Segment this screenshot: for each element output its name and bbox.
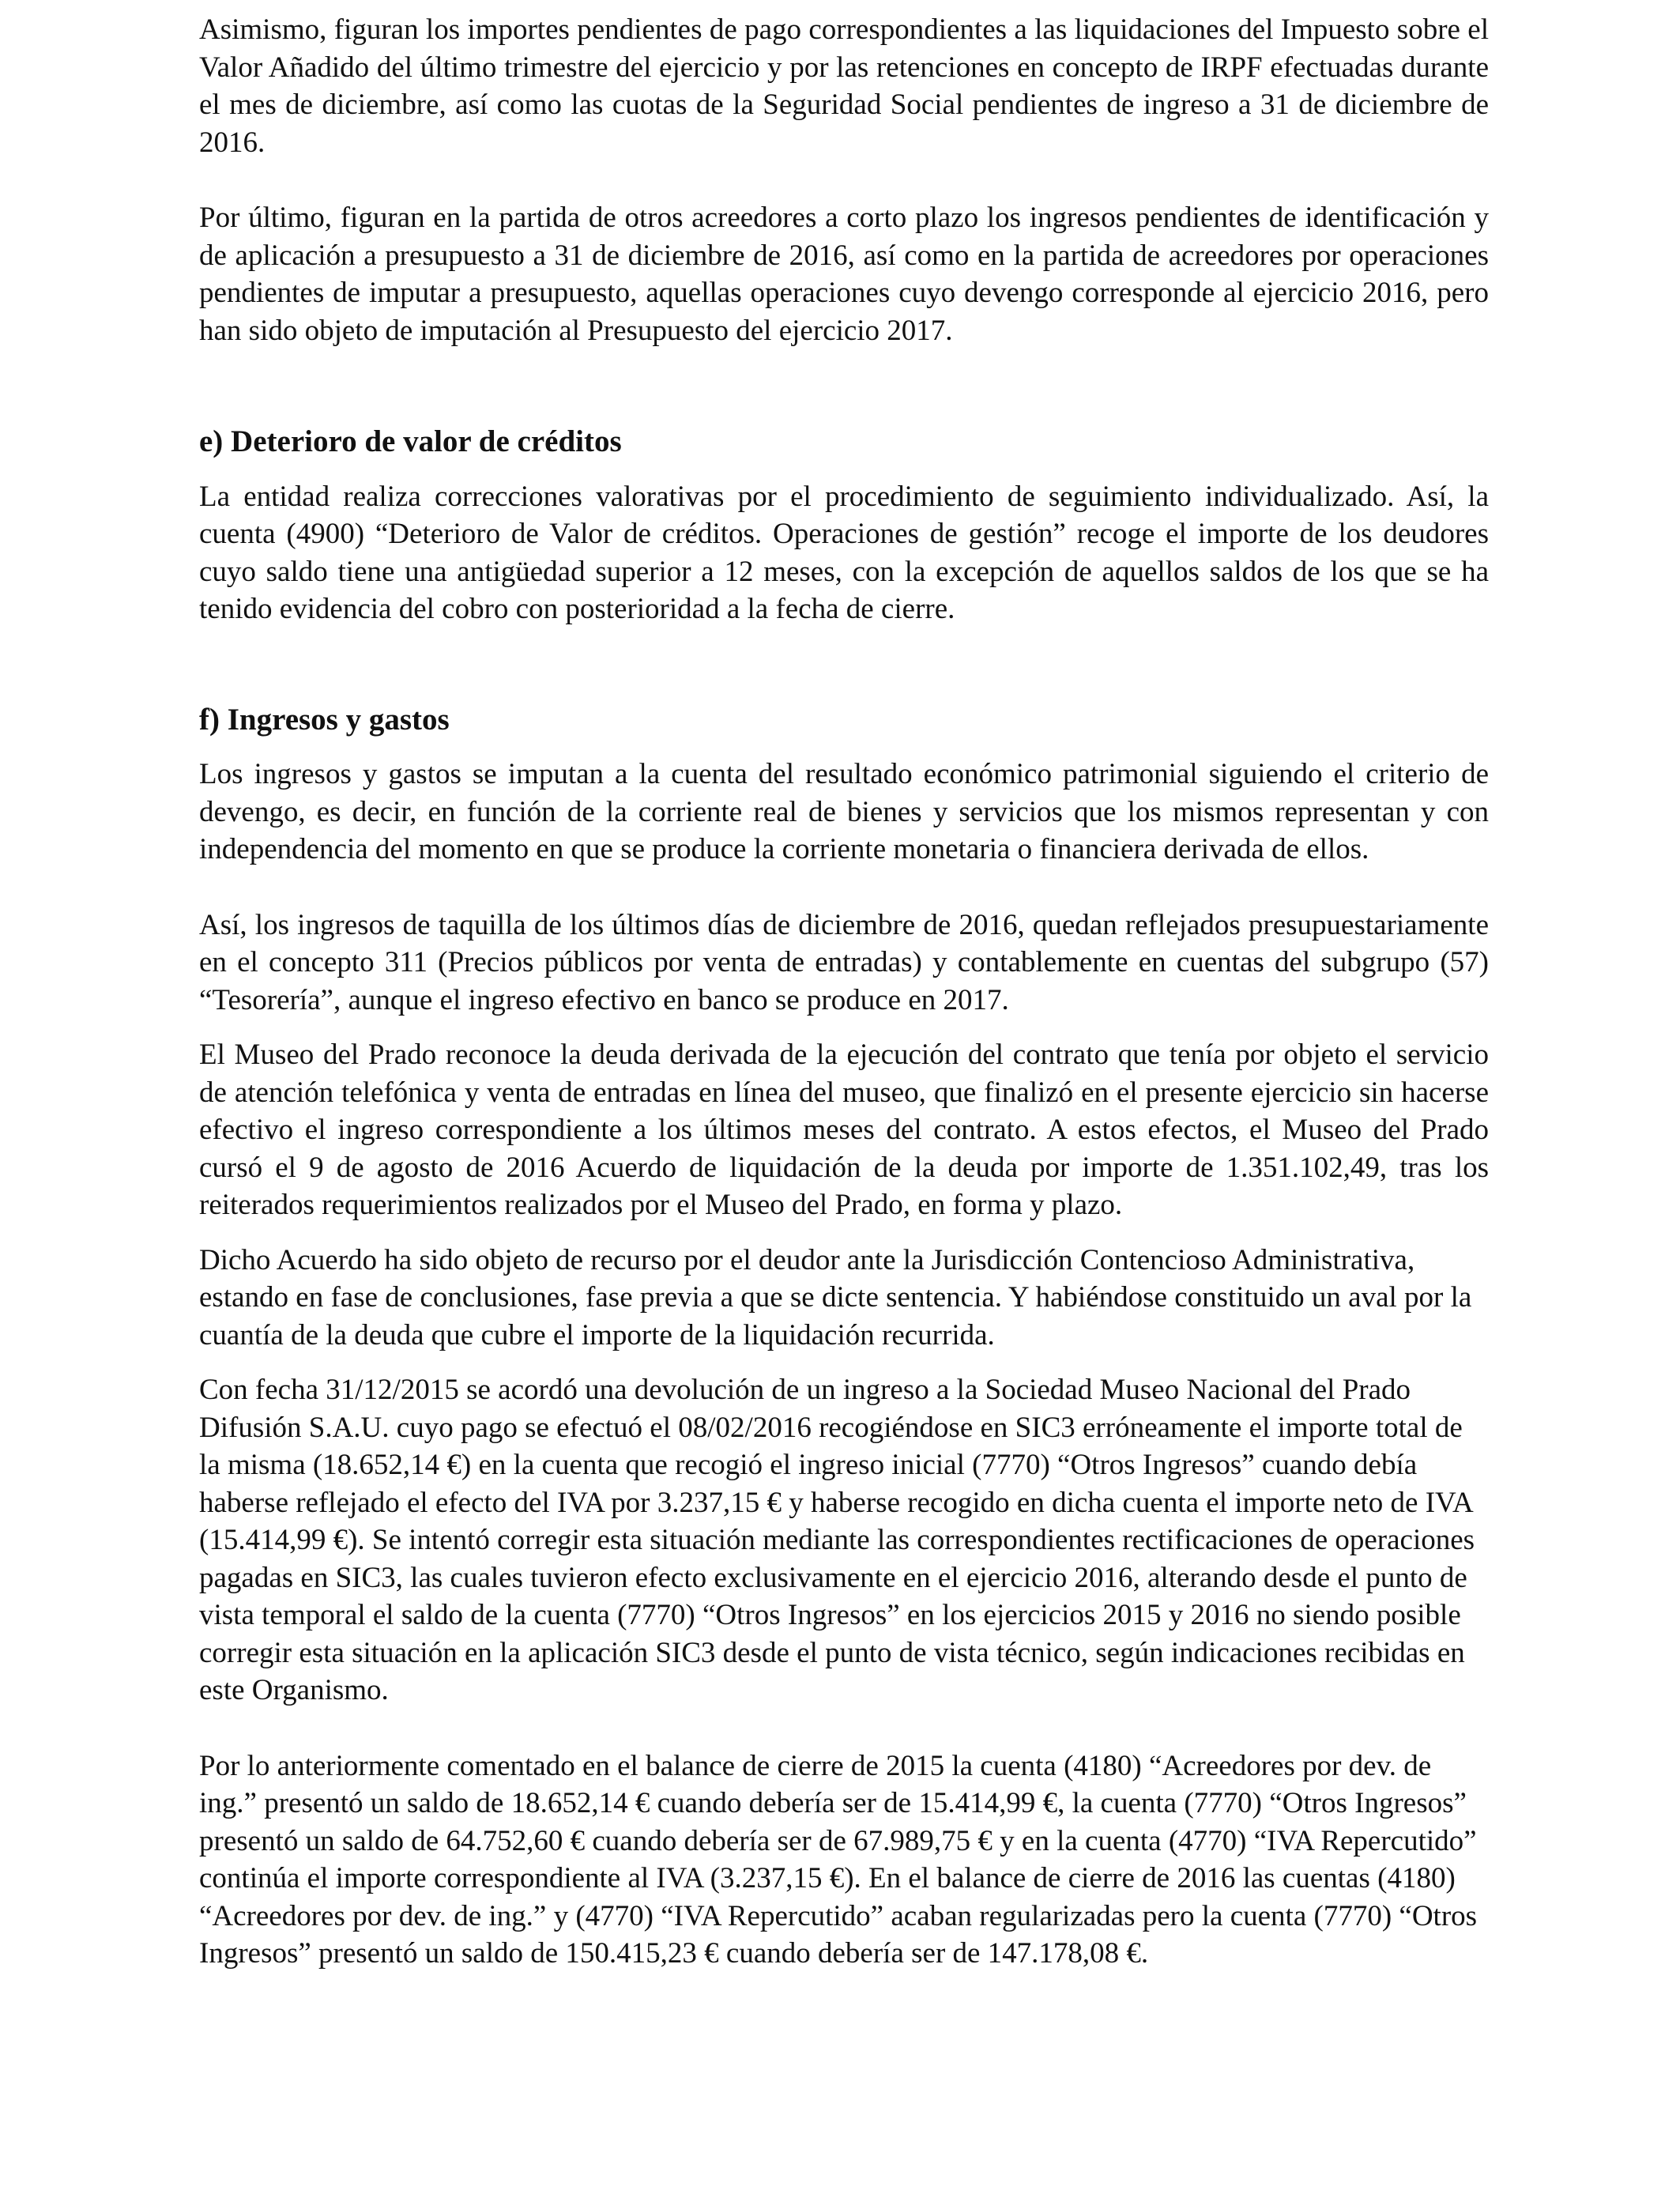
paragraph-balance-closing: Por lo anteriormente comentado en el balance de cierre de 2015 la cuenta (4180) “Acreedores por dev. de ing.” presentó un saldo de 18.652,14 € cuando debería ser de 15.414,99 €, la cuenta (7770) “Otros Ingresos” presentó un saldo de 64.752,60 € cuando debería ser de 67.989,75 € y en la cuenta (4770) “IVA Repercutido” continúa el importe correspondiente al IVA (3.237,15 €). En el balance de cierre de 2016 las cuentas (4180) “Acreedores por dev. de ing.” y (4770) “IVA Repercutido” acaban regularizadas pero la cuenta (7770) “Otros Ingresos” presentó un saldo de 150.415,23 € cuando debería ser de 147.178,08 €. [199,1749,1478,1970]
paragraph-credit-impairment: La entidad realiza correcciones valorativas por el procedimiento de seguimiento individualizado. Así, la cuenta (4900) “Deterioro de Valor de créditos. Operaciones de gestión” recoge el importe de los deudores cuyo saldo tiene una antigüedad superior a 12 meses, con la excepción de aquellos saldos de los que se ha tenido evidencia del cobro con posterioridad a la fecha de cierre. [199,480,1489,625]
paragraph-iva-irpf-pending: Asimismo, figuran los importes pendientes de pago correspondientes a las liquidaciones del Impuesto sobre el Valor Añadido del último trimestre del ejercicio y por las retenciones en concepto de IRPF efectuadas durante el mes de diciembre, así como las cuotas de la Seguridad Social pendientes de ingreso a 31 de diciembre de 2016. [199,13,1489,159]
document-page [199,11,1489,1973]
paragraph-box-office-income: Así, los ingresos de taquilla de los últimos días de diciembre de 2016, quedan reflejados presupuestariamente en el concepto 311 (Precios públicos por venta de entradas) y contablemente en cuentas del subgrupo (57) “Tesorería”, aunque el ingreso efectivo en banco se produce en 2017. [199,908,1489,1016]
paragraph-accrual-criterion: Los ingresos y gastos se imputan a la cuenta del resultado económico patrimonial siguiendo el criterio de devengo, es decir, en función de la corriente real de bienes y servicios que los mismos representan y con independencia del momento en que se produce la corriente monetaria o financiera derivada de ellos. [199,758,1489,865]
paragraph-other-creditors: Por último, figuran en la partida de otros acreedores a corto plazo los ingresos pendientes de identificación y de aplicación a presupuesto a 31 de diciembre de 2016, así como en la partida de acreedores por operaciones pendientes de imputar a presupuesto, aquellas operaciones cuyo devengo corresponde al ejercicio 2016, pero han sido objeto de imputación al Presupuesto del ejercicio 2017. [199,202,1489,347]
heading-credit-impairment: e) Deterioro de valor de créditos [199,424,622,458]
paragraph-appeal: Dicho Acuerdo ha sido objeto de recurso por el deudor ante la Jurisdicción Contencioso Administrativa, estando en fase de conclusiones, fase previa a que se dicte sentencia. Y habiéndose constituido un aval por la cuantía de la deuda que cubre el importe de la liquidación recurrida. [199,1243,1472,1351]
heading-income-expenses: f) Ingresos y gastos [199,702,450,737]
paragraph-prado-debt: El Museo del Prado reconoce la deuda derivada de la ejecución del contrato que tenía por objeto el servicio de atención telefónica y venta de entradas en línea del museo, que finalizó en el presente ejercicio sin hacerse efectivo el ingreso correspondiente a los últimos meses del contrato. A estos efectos, el Museo del Prado cursó el 9 de agosto de 2016 Acuerdo de liquidación de la deuda por importe de 1.351.102,49, tras los reiterados requerimientos realizados por el Museo del Prado, en forma y plazo. [199,1039,1489,1221]
paragraph-refund-sic3: Con fecha 31/12/2015 se acordó una devolución de un ingreso a la Sociedad Museo Nacional del Prado Difusión S.A.U. cuyo pago se efectuó el 08/02/2016 recogiéndose en SIC3 erróneamente el importe total de la misma (18.652,14 €) en la cuenta que recogió el ingreso inicial (7770) “Otros Ingresos” cuando debía haberse reflejado el efecto del IVA por 3.237,15 € y haberse recogido en dicha cuenta el importe neto de IVA (15.414,99 €). Se intentó corregir esta situación mediante las correspondientes rectificaciones de operaciones pagadas en SIC3, las cuales tuvieron efecto exclusivamente en el ejercicio 2016, alterando desde el punto de vista temporal el saldo de la cuenta (7770) “Otros Ingresos” en los ejercicios 2015 y 2016 no siendo posible corregir esta situación en la aplicación SIC3 desde el punto de vista técnico, según indicaciones recibidas en este Organismo. [199,1374,1475,1706]
